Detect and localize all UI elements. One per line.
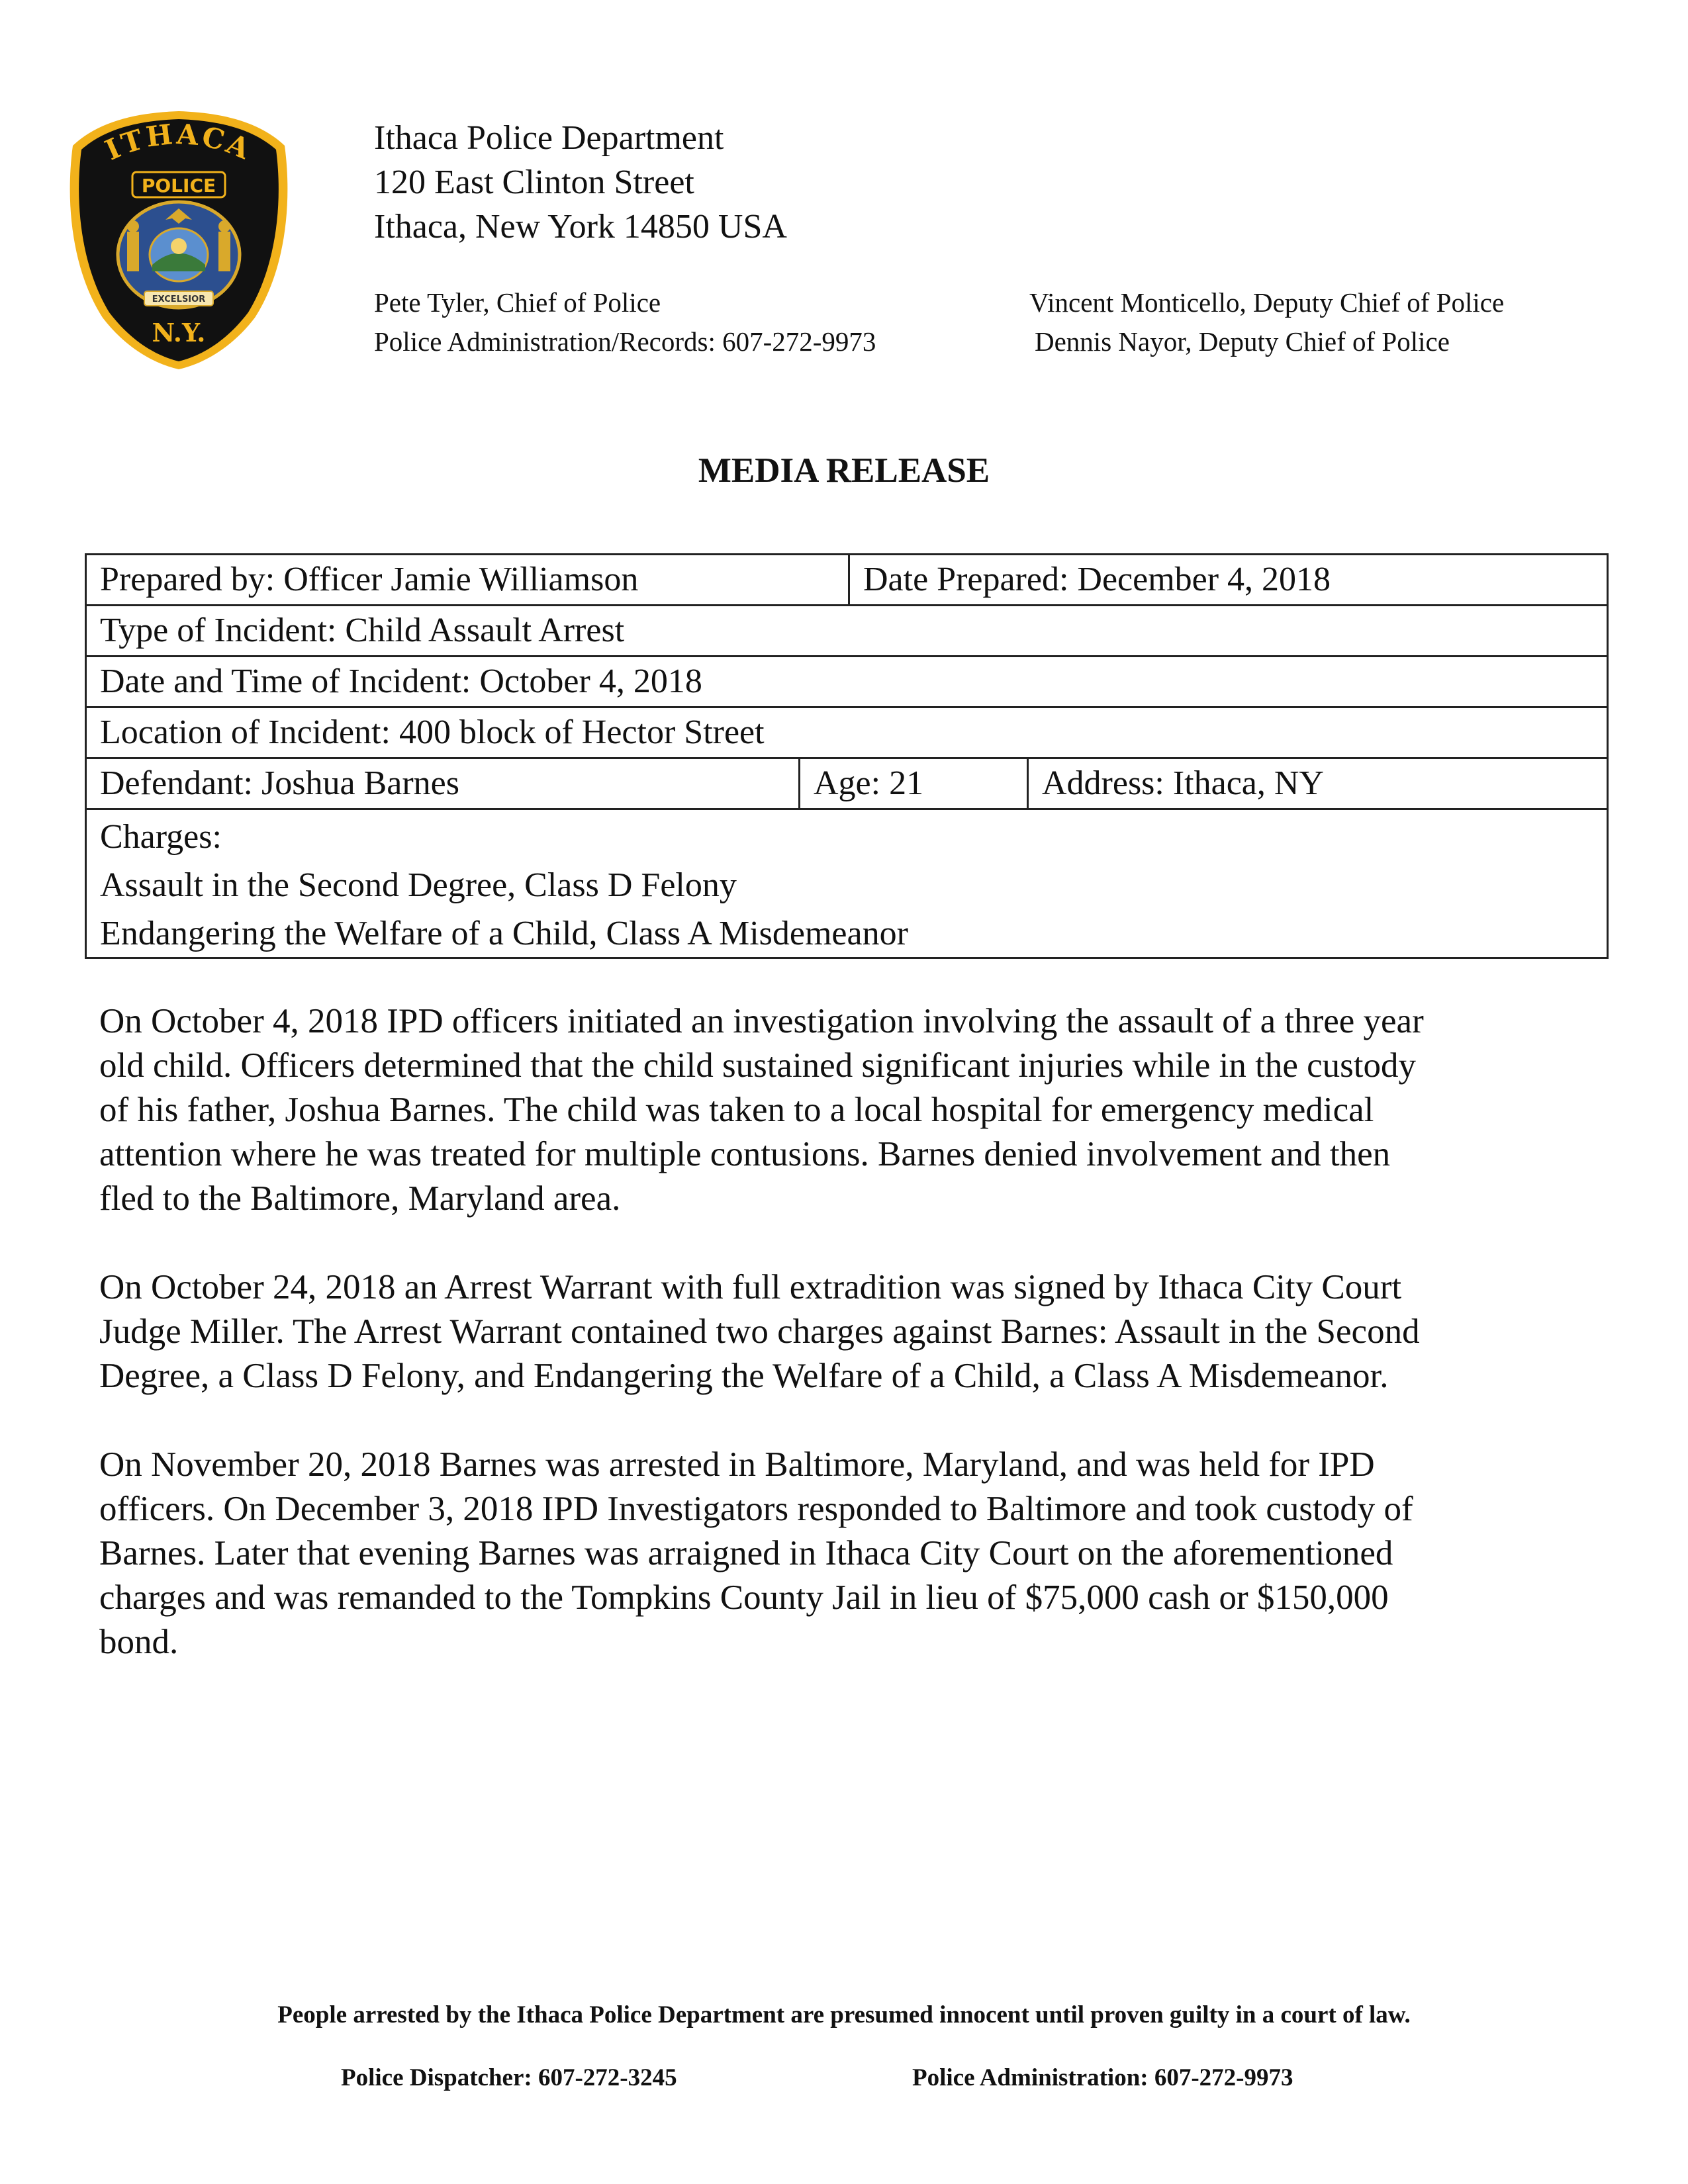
police-badge-logo [60,106,298,371]
table-row [87,708,1607,759]
department-city: Ithaca, New York 14850 USA [374,208,787,246]
text-line: On October 4, 2018 IPD officers initiated an investigation involving the assault of a three year [99,1002,1424,1040]
text-line: charges and was remanded to the Tompkins County Jail in lieu of $75,000 cash or $150,000 [99,1578,1389,1617]
table-row [87,810,1607,959]
address-cell: Address: Ithaca, NY [1027,759,1607,808]
table-row [87,657,1607,708]
incident-datetime-cell: Date and Time of Incident: October 4, 2018 [100,662,702,700]
incident-table [85,553,1609,959]
document-title: MEDIA RELEASE [698,451,990,490]
charge-item: Assault in the Second Degree, Class D Felony [100,866,737,904]
text-line: Barnes. Later that evening Barnes was arraigned in Ithaca City Court on the aforementioned [99,1534,1393,1572]
table-row [87,606,1607,657]
text-line: bond. [99,1623,179,1661]
footer-disclaimer: People arrested by the Ithaca Police Department are presumed innocent until proven guilty in a court of law. [277,2001,1411,2028]
department-street: 120 East Clinton Street [374,163,694,201]
incident-location-cell: Location of Incident: 400 block of Hector Street [100,713,765,751]
defendant-cell: Defendant: Joshua Barnes [100,764,459,802]
charge-item: Endangering the Welfare of a Child, Class A Misdemeanor [100,915,908,952]
charges-cell [87,810,1607,959]
table-row [87,759,1607,810]
footer-dispatcher-phone: Police Dispatcher: 607-272-3245 [341,2064,677,2091]
age-cell: Age: 21 [798,759,1027,808]
text-line: Judge Miller. The Arrest Warrant contained two charges against Barnes: Assault in the Second [99,1312,1420,1351]
table-row [87,555,1607,606]
badge-scroll-text: EXCELSIOR [152,295,206,304]
charges-label: Charges: [100,818,222,856]
police-badge-icon [60,106,298,371]
badge-bottom-text: N.Y. [152,318,206,347]
text-line: fled to the Baltimore, Maryland area. [99,1179,621,1218]
prepared-by-cell: Prepared by: Officer Jamie Williamson [100,561,639,598]
text-line: attention where he was treated for multiple contusions. Barnes denied involvement and then [99,1135,1391,1173]
text-line: of his father, Joshua Barnes. The child was taken to a local hospital for emergency medical [99,1091,1374,1129]
text-line: On October 24, 2018 an Arrest Warrant with full extradition was signed by Ithaca City Court [99,1268,1402,1306]
date-prepared-cell: Date Prepared: December 4, 2018 [848,555,1607,604]
text-line: Degree, a Class D Felony, and Endangering the Welfare of a Child, a Class A Misdemeanor. [99,1357,1389,1395]
officials-left [374,283,876,361]
badge-middle-text: POLICE [141,175,216,197]
deputy-chief-2: Dennis Nayor, Deputy Chief of Police [1035,326,1450,357]
text-line: officers. On December 3, 2018 IPD Investigators responded to Baltimore and took custody of [99,1490,1413,1528]
department-name: Ithaca Police Department [374,119,724,157]
deputy-chief-1: Vincent Monticello, Deputy Chief of Police [1029,287,1505,318]
officials-right [1029,283,1504,361]
department-address-block [374,116,787,249]
text-line: On November 20, 2018 Barnes was arrested in Baltimore, Maryland, and was held for IPD [99,1445,1375,1484]
footer-administration-phone: Police Administration: 607-272-9973 [912,2064,1293,2091]
narrative-paragraph-2 [99,1265,1609,1398]
chief-of-police: Pete Tyler, Chief of Police [374,287,661,318]
admin-records-phone: Police Administration/Records: 607-272-9973 [374,326,876,357]
narrative-paragraph-3 [99,1443,1609,1664]
badge-top-text: ITHACA [100,117,257,167]
text-line: old child. Officers determined that the child sustained significant injuries while in the custody [99,1046,1417,1085]
incident-type-cell: Type of Incident: Child Assault Arrest [100,612,625,649]
narrative-paragraph-1 [99,999,1609,1221]
